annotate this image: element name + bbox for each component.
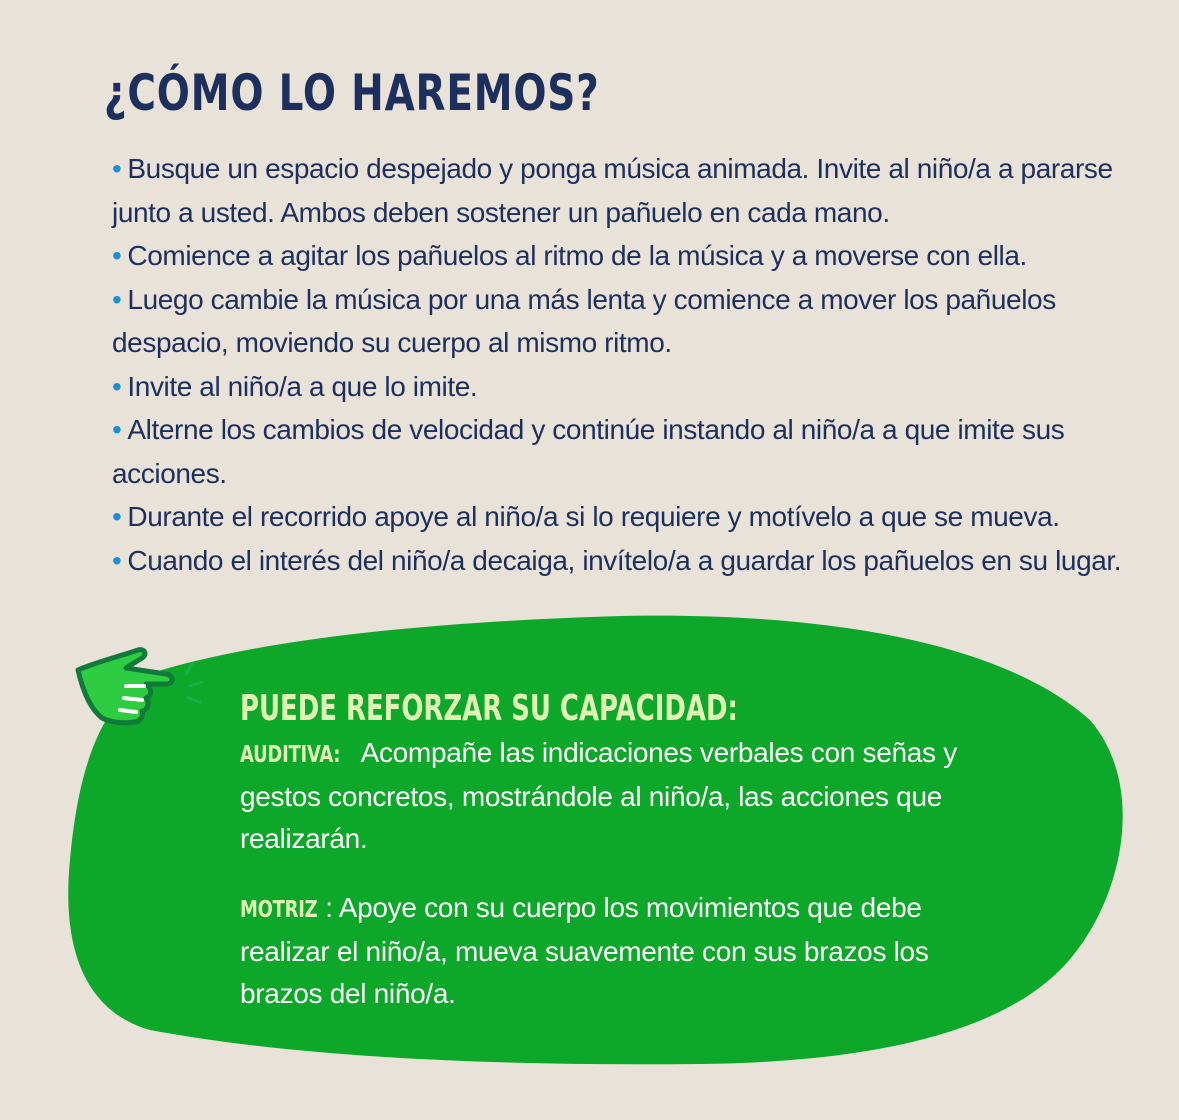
auditiva-paragraph [240, 732, 980, 860]
reinforce-section [240, 686, 980, 1015]
bullet-icon: • [112, 414, 122, 445]
reinforce-heading: PUEDE REFORZAR SU CAPACIDAD: [240, 688, 738, 729]
step-text: Alterne los cambios de velocidad y continúe instando al niño/a a que imite sus acciones. [112, 414, 1065, 489]
bullet-icon: • [112, 370, 122, 402]
step-text: Cuando el interés del niño/a decaiga, invítelo/a a guardar los pañuelos en su lugar. [127, 544, 1122, 576]
motriz-paragraph [240, 887, 980, 1015]
motriz-label: MOTRIZ [240, 897, 318, 923]
page-title: ¿CÓMO LO HAREMOS? [104, 64, 600, 122]
step-text: Luego cambie la música por una más lenta y comience a mover los pañuelos despacio, moviendo su cuerpo al mismo ritmo. [112, 283, 1056, 358]
bullet-icon: • [112, 240, 122, 271]
step-text: Invite al niño/a a que lo imite. [127, 370, 478, 402]
auditiva-label: AUDITIVA: [240, 742, 341, 768]
bullet-icon: • [112, 153, 122, 184]
auditiva-text: Acompañe las indicaciones verbales con señas y gestos concretos, mostrándole al niño/a, las acciones que realizarán. [240, 737, 957, 854]
step-text: Durante el recorrido apoye al niño/a si lo requiere y motívelo a que se mueva. [127, 501, 1060, 532]
bullet-icon: • [112, 544, 122, 576]
step-text: Busque un espacio despejado y ponga música animada. Invite al niño/a a pararse junto a usted. Ambos deben sostener un pañuelo en cada mano. [112, 153, 1113, 228]
bullet-icon: • [112, 501, 122, 532]
pointing-hand-icon [66, 640, 216, 730]
step-text: Comience a agitar los pañuelos al ritmo de la música y a moverse con ella. [127, 240, 1027, 271]
motriz-text: : Apoye con su cuerpo los movimientos que debe realizar el niño/a, mueva suavemente con sus brazos los brazos del niño/a. [240, 892, 929, 1009]
bullet-icon: • [112, 283, 122, 315]
